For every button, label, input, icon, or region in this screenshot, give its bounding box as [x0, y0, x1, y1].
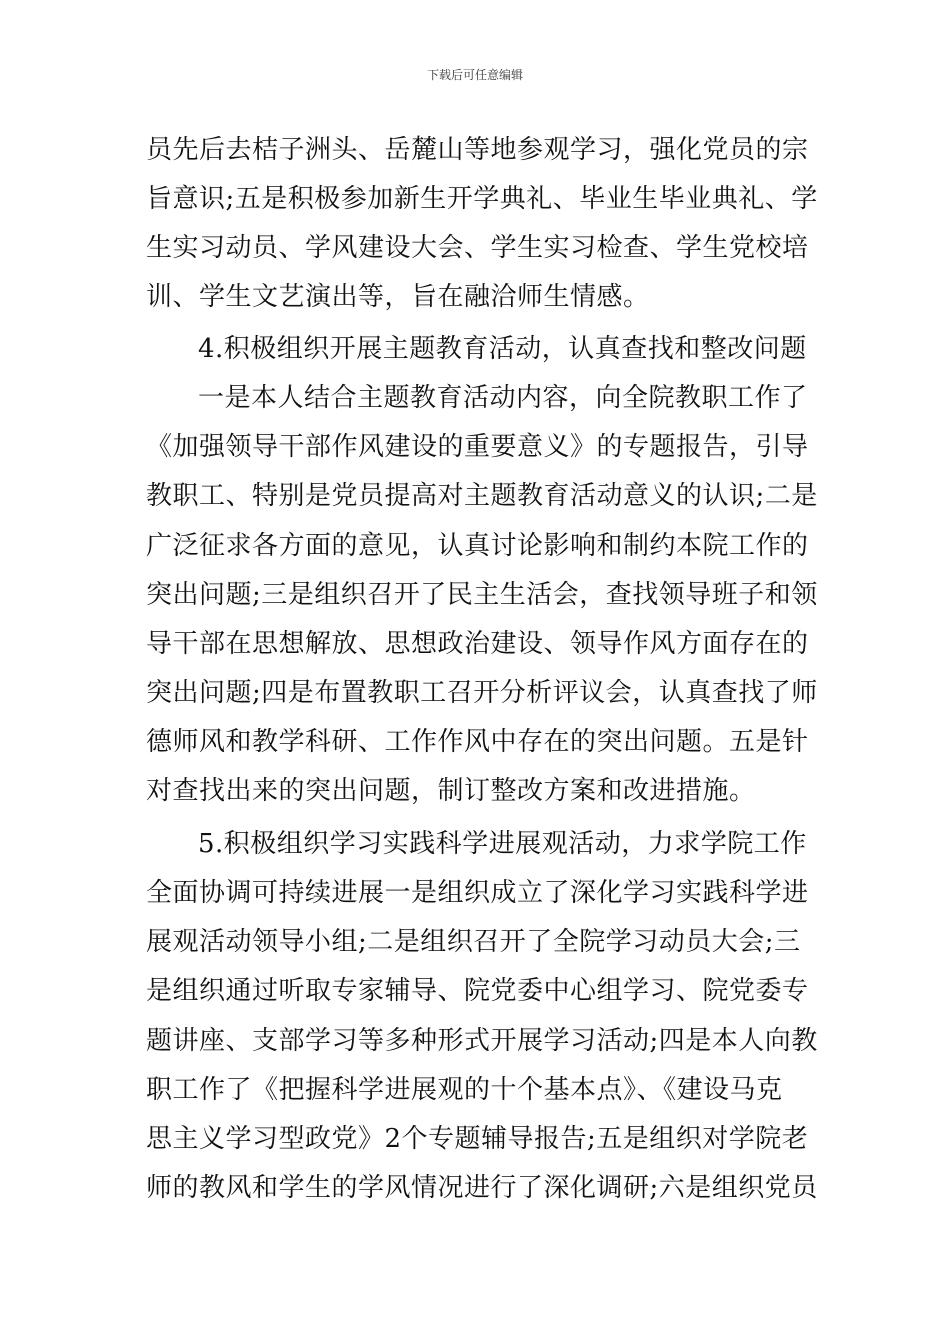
section-heading: 4.积极组织开展主题教育活动，认真查找和整改问题 [198, 334, 807, 364]
text-line: 广泛征求各方面的意见，认真讨论影响和制约本院工作的 [146, 531, 809, 561]
text-line: 对查找出来的突出问题，制订整改方案和改进措施。 [146, 776, 756, 806]
text-line: 题讲座、支部学习等多种形式开展学习活动;四是本人向教 [146, 1026, 818, 1056]
text-line: 导干部在思想解放、思想政治建设、领导作风方面存在的 [146, 629, 809, 659]
text-line: 德师风和教学科研、工作作风中存在的突出问题。五是针 [146, 727, 809, 757]
text-line: 思主义学习型政党》2个专题辅导报告;五是组织对学院老 [146, 1124, 809, 1154]
text-line: 一是本人结合主题教育活动内容，向全院教职工作了 [198, 383, 808, 413]
text-line: 训、学生文艺演出等，旨在融洽师生情感。 [146, 282, 650, 312]
text-line: 生实习动员、学风建设大会、学生实习检查、学生党校培 [146, 233, 809, 263]
text-line: 教职工、特别是党员提高对主题教育活动意义的认识;二是 [146, 481, 818, 511]
page-header: 下载后可任意编辑 [426, 68, 523, 82]
text-line: 《加强领导干部作风建设的重要意义》的专题报告，引导 [146, 432, 809, 462]
text-line: 员先后去桔子洲头、岳麓山等地参观学习，强化党员的宗 [146, 135, 809, 165]
text-line: 是组织通过听取专家辅导、院党委中心组学习、院党委专 [146, 976, 809, 1006]
text-line: 旨意识;五是积极参加新生开学典礼、毕业生毕业典礼、学 [146, 184, 818, 214]
text-line: 职工作了《把握科学进展观的十个基本点》、《建设马克 [146, 1075, 783, 1105]
text-line: 全面协调可持续进展一是组织成立了深化学习实践科学进 [146, 878, 809, 908]
section-heading: 5.积极组织学习实践科学进展观活动，力求学院工作 [198, 829, 807, 859]
text-line: 突出问题;四是布置教职工召开分析评议会，认真查找了师 [146, 678, 818, 708]
text-line: 师的教风和学生的学风情况进行了深化调研;六是组织党员 [146, 1173, 818, 1203]
text-line: 展观活动领导小组;二是组织召开了全院学习动员大会;三 [146, 927, 801, 957]
text-line: 突出问题;三是组织召开了民主生活会，查找领导班子和领 [146, 580, 818, 610]
